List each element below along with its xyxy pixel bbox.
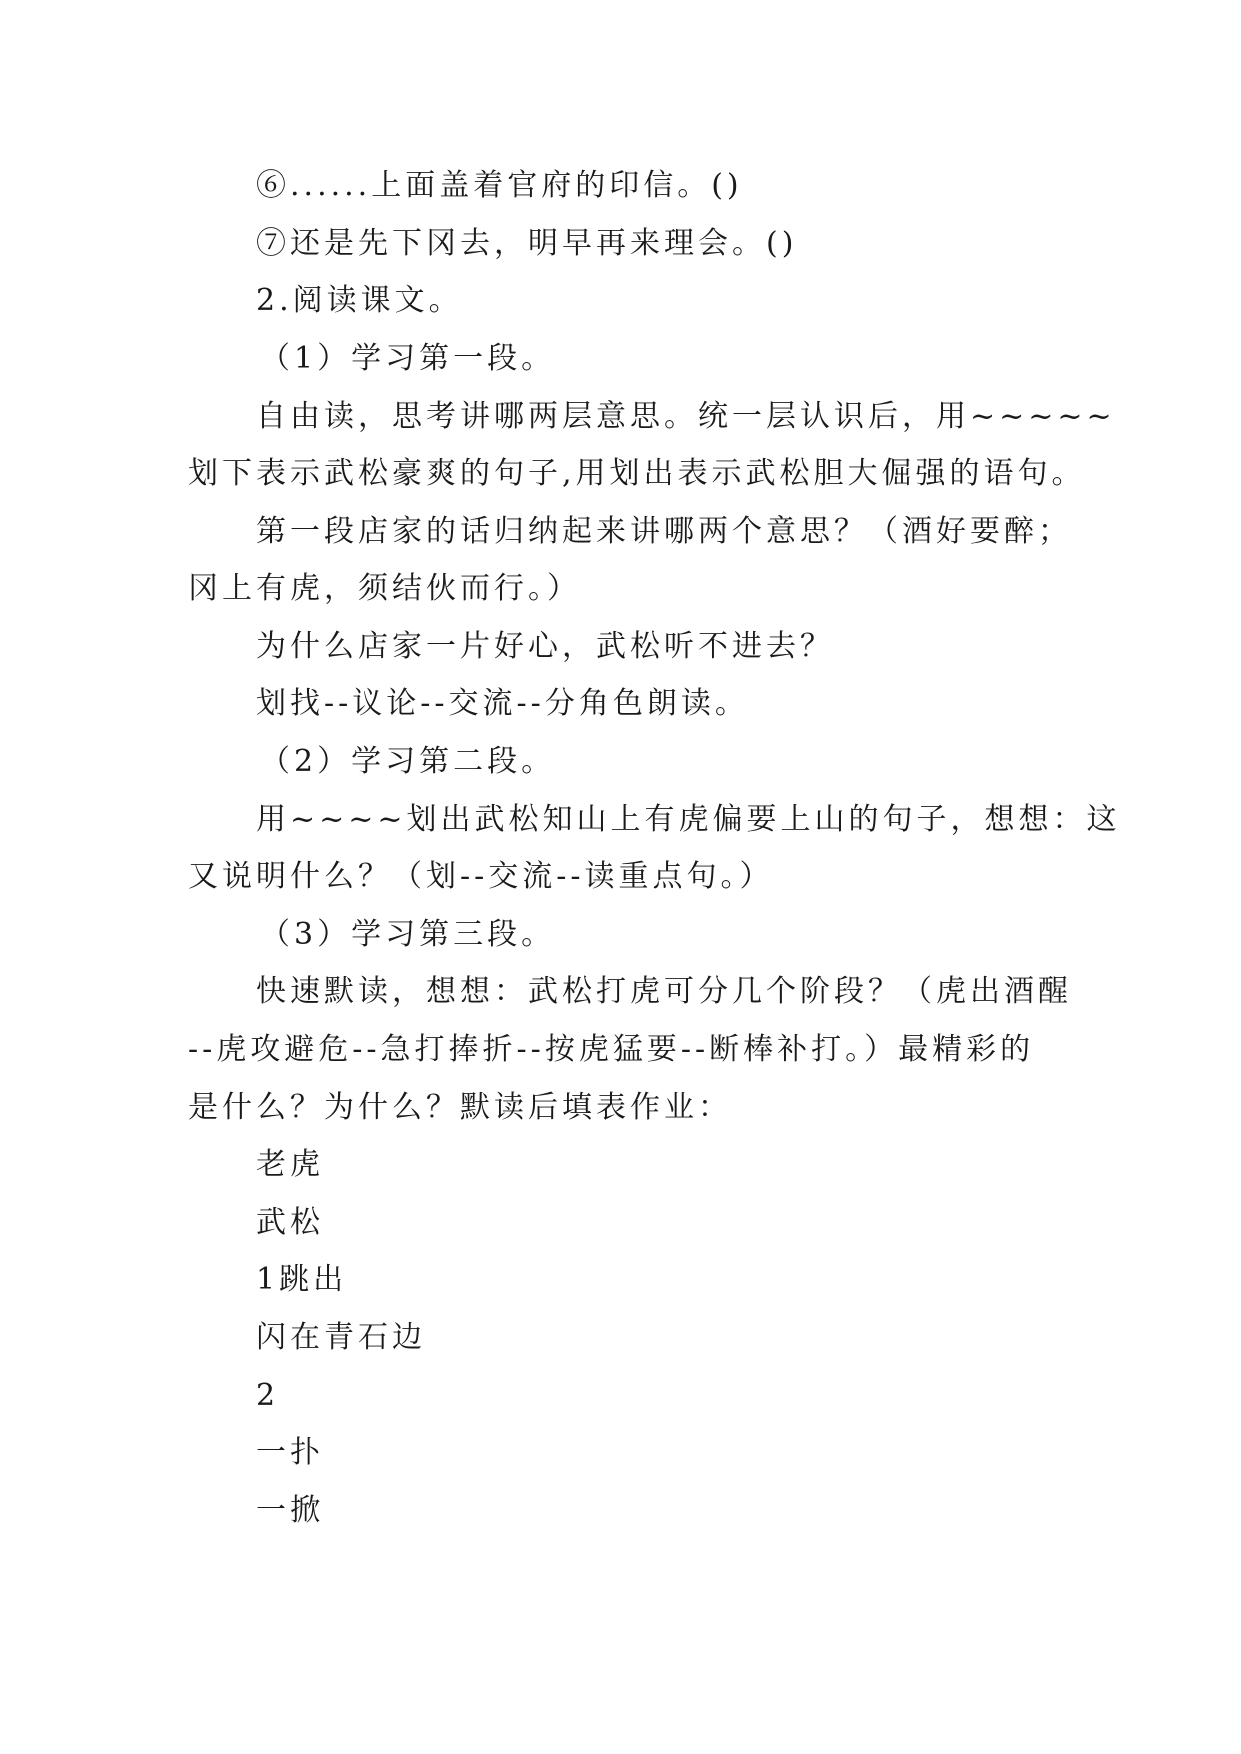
paragraph-line: 用~~~~划出武松知山上有虎偏要上山的句子，想想：这 <box>256 802 1121 837</box>
table-cell: 1跳出 <box>256 1262 348 1297</box>
table-cell: 一掀 <box>256 1493 324 1528</box>
subsection-heading-2: （2）学习第二段。 <box>260 744 556 779</box>
table-cell: 一扑 <box>256 1435 324 1470</box>
section-heading: 2.阅读课文。 <box>256 283 463 318</box>
subsection-heading-1: （1）学习第一段。 <box>260 341 556 376</box>
paragraph-line: 为什么店家一片好心，武松听不进去？ <box>256 629 834 664</box>
subsection-heading-3: （3）学习第三段。 <box>260 917 556 952</box>
paragraph-line: 划找--议论--交流--分角色朗读。 <box>256 686 749 721</box>
paragraph-line: 是什么？为什么？默读后填表作业： <box>188 1090 732 1125</box>
exercise-item-6: ⑥......上面盖着官府的印信。() <box>256 168 743 203</box>
table-cell: 武松 <box>256 1205 324 1240</box>
paragraph-line: 快速默读，想想：武松打虎可分几个阶段？（虎出酒醒 <box>256 974 1072 1009</box>
paragraph-line: 自由读，思考讲哪两层意思。统一层认识后，用~~~~~ <box>256 399 1116 434</box>
table-cell: 闪在青石边 <box>256 1320 426 1355</box>
paragraph-line: 第一段店家的话归纳起来讲哪两个意思？（酒好要醉； <box>256 514 1072 549</box>
paragraph-line: 又说明什么？（划--交流--读重点句。） <box>188 859 774 894</box>
paragraph-line: 冈上有虎，须结伙而行。） <box>188 571 581 606</box>
paragraph-line: --虎攻避危--急打捧折--按虎猛要--断棒补打。）最精彩的 <box>188 1032 1035 1067</box>
paragraph-line: 划下表示武松豪爽的句子,用划出表示武松胆大倔强的语句。 <box>188 456 1086 491</box>
table-cell: 2 <box>256 1378 280 1413</box>
exercise-item-7: ⑦还是先下冈去，明早再来理会。() <box>256 226 798 261</box>
table-cell: 老虎 <box>256 1147 324 1182</box>
